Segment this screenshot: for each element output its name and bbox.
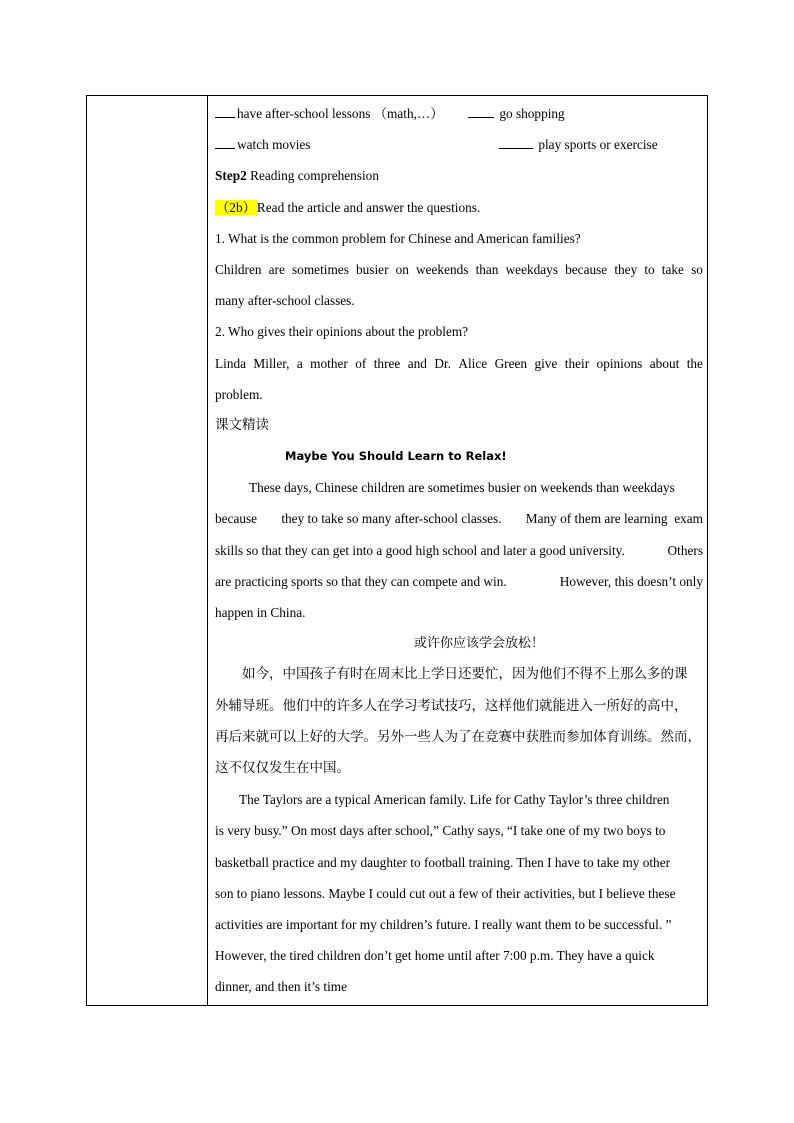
word: the xyxy=(686,355,703,371)
word: on xyxy=(395,261,409,277)
answer-2-line-1 xyxy=(215,348,703,379)
para1-line-3 xyxy=(215,535,703,566)
word: opinions xyxy=(596,355,643,371)
word: they xyxy=(614,261,638,277)
word: weekends xyxy=(416,261,469,277)
step2-heading xyxy=(215,160,703,191)
word: three xyxy=(373,355,401,371)
question-2: 2. Who gives their opinions about the problem? xyxy=(215,324,469,340)
word: than xyxy=(475,261,499,277)
option-go-shopping: go shopping xyxy=(499,106,565,121)
word: sometimes xyxy=(292,261,349,277)
text-fragment: Many of them are learning exam xyxy=(525,511,703,527)
step2-text: Reading comprehension xyxy=(246,168,379,184)
option-play-sports: play sports or exercise xyxy=(538,137,658,153)
para1-line-4 xyxy=(215,566,703,597)
step2-label: Step2 xyxy=(215,168,247,184)
para2-line-6: However, the tired children don’t get home until after 7:00 p.m. They have a quick xyxy=(215,948,655,964)
para2-line-4: son to piano lessons. Maybe I could cut out a few of their activities, but I believe these xyxy=(215,885,676,901)
word: of xyxy=(355,355,367,371)
text-fragment: Others xyxy=(667,542,703,558)
answer-blank xyxy=(215,103,235,118)
para1-line-1: These days, Chinese children are sometimes busier on weekends than weekdays xyxy=(249,480,675,496)
word: because xyxy=(565,261,608,277)
word: about xyxy=(649,355,680,371)
article-title-en: Maybe You Should Learn to Relax! xyxy=(285,449,507,464)
para-cn-line-1: 如今，中国孩子有时在周末比上学日还要忙，因为他们不得不上那么多的课 xyxy=(242,666,688,683)
word: mother xyxy=(310,355,348,371)
word: Green xyxy=(494,355,528,371)
word: their xyxy=(564,355,590,371)
word: to xyxy=(644,261,655,277)
answer-2-line-2: problem. xyxy=(215,386,263,402)
word: Linda xyxy=(215,355,247,371)
option-row-2 xyxy=(215,129,703,160)
task-2b-tag: （2b） xyxy=(216,199,256,215)
word: Dr. xyxy=(434,355,451,371)
text-fragment: are practicing sports so that they can compete and win. xyxy=(215,573,507,589)
option-after-school-lessons: have after-school lessons （math,…） xyxy=(237,106,444,121)
word: Children xyxy=(215,261,262,277)
word: Miller, xyxy=(253,355,290,371)
word: busier xyxy=(356,261,389,277)
word: so xyxy=(691,261,703,277)
word: a xyxy=(296,355,303,371)
word: Alice xyxy=(458,355,488,371)
word: and xyxy=(407,355,427,371)
answer-1-line-2: many after-school classes. xyxy=(215,293,355,309)
option-row-1 xyxy=(215,98,703,129)
answer-1-line-1 xyxy=(215,254,703,285)
intensive-reading-label: 课文精读 xyxy=(215,416,269,433)
para2-line-1: The Taylors are a typical American family. Life for Cathy Taylor’s three children xyxy=(239,792,670,808)
para-cn-line-4: 这不仅仅发生在中国。 xyxy=(215,759,350,776)
para2-line-3: basketball practice and my daughter to football training. Then I have to take my other xyxy=(215,854,671,870)
text-fragment: skills so that they can get into a good high school and later a good university. xyxy=(215,542,625,558)
question-1: 1. What is the common problem for Chinese and American families? xyxy=(215,230,581,246)
word: take xyxy=(661,261,684,277)
article-title-cn: 或许你应该学会放松！ xyxy=(413,636,544,652)
table-content-cell xyxy=(215,98,703,1002)
para-cn-line-2: 外辅导班。他们中的许多人在学习考试技巧，这样他们就能进入一所好的高中， xyxy=(215,697,688,714)
text-fragment: they to take so many after-school classes. xyxy=(281,511,502,527)
para2-line-5: activities are important for my children’s future. I really want them to be successful. ” xyxy=(215,916,672,932)
task-2b-text: Read the article and answer the questions. xyxy=(256,199,481,215)
para2-line-7: dinner, and then it’s time xyxy=(215,979,348,995)
lesson-table xyxy=(86,95,708,1006)
text-fragment: because xyxy=(215,511,258,527)
text-fragment: However, this doesn’t only xyxy=(559,573,703,589)
para-cn-line-3: 再后来就可以上好的大学。另外一些人为了在竞赛中获胜而参加体育训练。然而， xyxy=(215,728,701,745)
para2-line-2: is very busy.” On most days after school,” Cathy says, “I take one of my two boys to xyxy=(215,823,666,839)
para1-line-5: happen in China. xyxy=(215,605,306,620)
answer-blank xyxy=(499,134,533,149)
table-column-divider xyxy=(207,96,208,1005)
answer-blank xyxy=(468,103,494,118)
word: give xyxy=(534,355,558,371)
word: weekdays xyxy=(505,261,559,277)
answer-blank xyxy=(215,134,235,149)
para1-line-2 xyxy=(215,503,703,534)
task-2b xyxy=(215,192,703,223)
option-watch-movies: watch movies xyxy=(237,137,311,153)
word: are xyxy=(268,261,285,277)
